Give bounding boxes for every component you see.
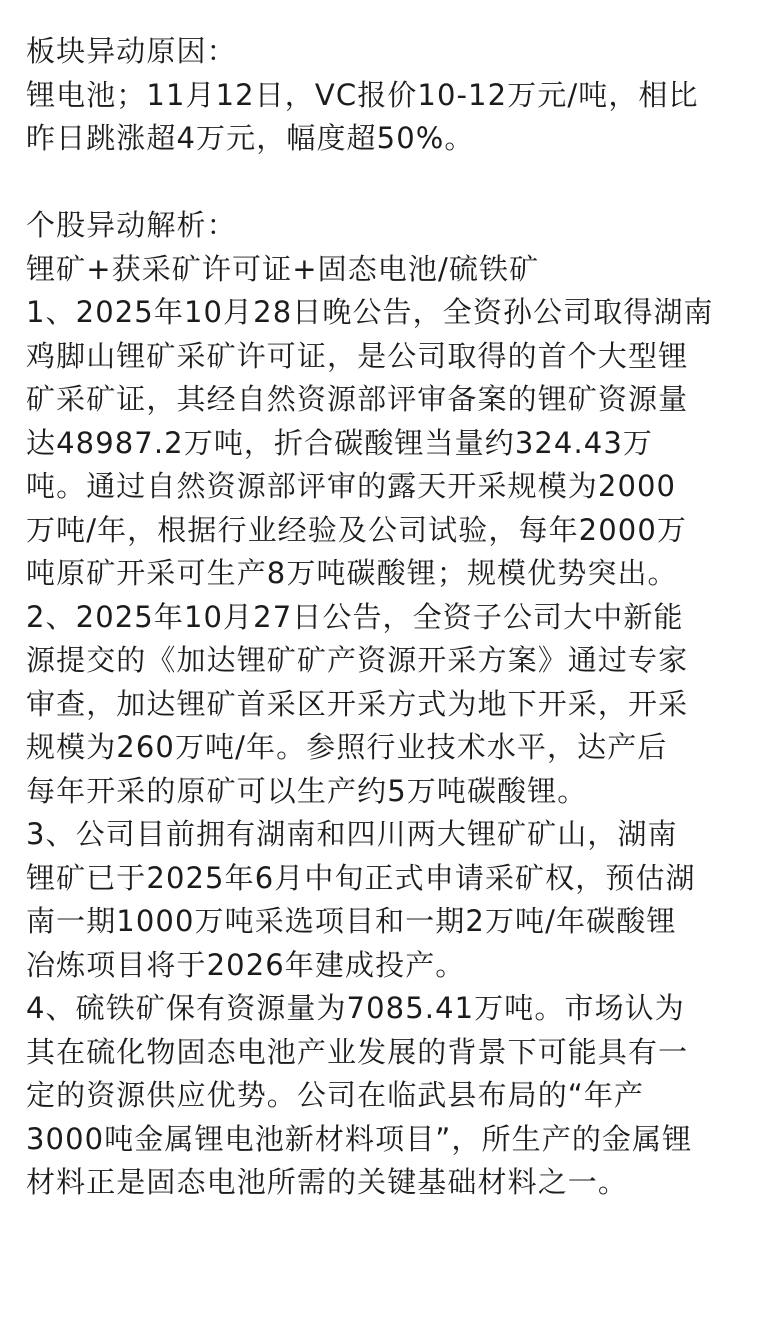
section1-line: 锂电池；11月12日，VC报价10-12万元/吨，相比 [26, 77, 699, 112]
item-3-line: 锂矿已于2025年6月中旬正式申请采矿权，预估湖 [26, 860, 696, 895]
item-4-line: 材料正是固态电池所需的关键基础材料之一。 [26, 1165, 629, 1199]
item-1-line: 吨。通过自然资源部评审的露天开采规模为2000 [26, 469, 677, 503]
item-1-line: 鸡脚山锂矿采矿许可证，是公司取得的首个大型锂 [26, 338, 689, 373]
item-3-line: 冶炼项目将于2026年建成投产。 [26, 947, 466, 982]
item-4-line: 其在硫化物固态电池产业发展的背景下可能具有一 [26, 1034, 689, 1069]
item-3-line: 南一期1000万吨采选项目和一期2万吨/年碳酸锂 [26, 904, 677, 938]
item-2-line: 规模为260万吨/年。参照行业技术水平，达产后 [26, 730, 668, 764]
item-2-line: 每年开采的原矿可以生产约5万吨碳酸锂。 [26, 773, 588, 808]
section2-subheading: 锂矿+获采矿许可证+固态电池/硫铁矿 [26, 251, 540, 286]
item-4-line: 3000吨金属锂电池新材料项目”，所生产的金属锂 [26, 1121, 693, 1156]
section2-heading: 个股异动解析： [26, 208, 237, 242]
item-2-line: 源提交的《加达锂矿矿产资源开采方案》通过专家 [26, 643, 689, 677]
section1-line: 昨日跳涨超4万元，幅度超50%。 [26, 121, 475, 155]
item-4-line: 定的资源供应优势。公司在临武县布局的“年产 [26, 1078, 645, 1112]
article-body [26, 30, 748, 1205]
item-2-line: 审查，加达锂矿首采区开采方式为地下开采，开采 [26, 686, 689, 721]
paragraph-spacer [26, 161, 748, 205]
item-1-line: 矿采矿证，其经自然资源部评审备案的锂矿资源量 [26, 382, 689, 416]
item-2-line: 2、2025年10月27日公告，全资子公司大中新能 [26, 599, 684, 634]
item-1-line: 达48987.2万吨，折合碳酸锂当量约324.43万 [26, 425, 653, 460]
item-4-line: 4、硫铁矿保有资源量为7085.41万吨。市场认为 [26, 991, 685, 1025]
item-1-line: 万吨/年，根据行业经验及公司试验，每年2000万 [26, 512, 687, 547]
item-1-line: 1、2025年10月28日晚公告，全资孙公司取得湖南 [26, 295, 714, 329]
section1-heading: 板块异动原因： [26, 34, 237, 68]
item-3-line: 3、公司目前拥有湖南和四川两大锂矿矿山，湖南 [26, 817, 678, 851]
item-1-line: 吨原矿开采可生产8万吨碳酸锂；规模优势突出。 [26, 556, 678, 590]
